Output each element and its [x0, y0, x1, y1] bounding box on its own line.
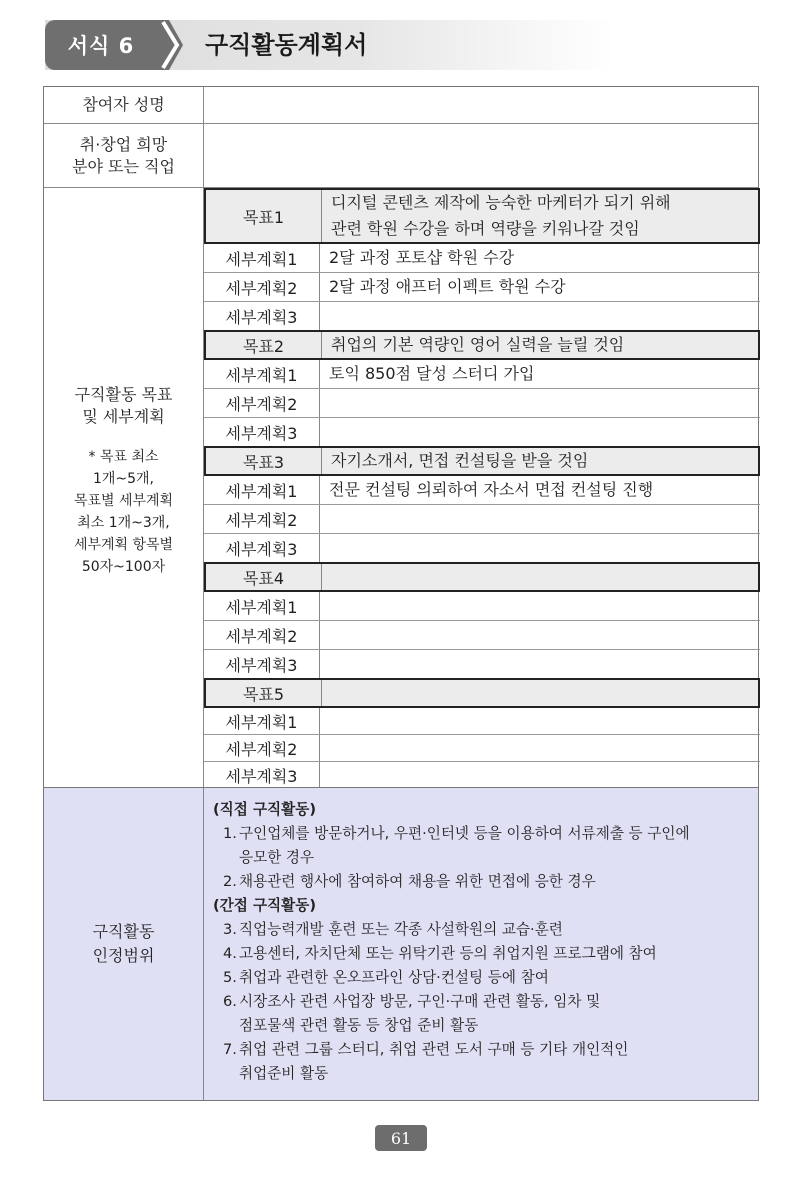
plan-row: [204, 505, 760, 534]
goal-label: 목표5: [206, 680, 322, 706]
plan-label: 세부계획2: [204, 735, 320, 761]
item-number: 3.: [223, 921, 237, 938]
page-number: 61: [375, 1125, 427, 1151]
plan-text[interactable]: [320, 650, 760, 678]
form-title: 구직활동계획서: [205, 31, 368, 59]
plan-row: [204, 302, 760, 330]
scope-item: [213, 870, 752, 894]
participant-name-label: 참여자 성명: [82, 95, 165, 114]
plan-row: [204, 360, 760, 389]
goals-grid: [204, 188, 760, 788]
form-number-badge: 서식 6: [45, 20, 157, 70]
plan-label: 세부계획2: [204, 621, 320, 649]
scope-label-line2: 인정범위: [92, 946, 155, 965]
plan-text[interactable]: [320, 389, 760, 417]
scope-item: [213, 942, 752, 966]
item-text: 직업능력개발 훈련 또는 각종 사설학원의 교습·훈련: [239, 921, 563, 938]
scope-item: [213, 822, 752, 846]
item-number: 6.: [223, 993, 237, 1010]
item-number: 1.: [223, 825, 237, 842]
plan-label: 세부계획3: [204, 418, 320, 446]
plan-label: 세부계획2: [204, 389, 320, 417]
plan-label: 세부계획3: [204, 650, 320, 678]
scope-label: [44, 788, 203, 1100]
plan-label: 세부계획3: [204, 762, 320, 788]
plan-note-line: * 목표 최소: [88, 449, 159, 465]
plan-label: 세부계획1: [204, 476, 320, 504]
form-header: [45, 20, 615, 70]
goal-label: 목표1: [206, 190, 322, 242]
scope-item: [213, 1038, 752, 1062]
plan-note-line: 목표별 세부계획: [73, 493, 174, 509]
plan-label: 세부계획2: [204, 273, 320, 301]
desired-field-label-line2: 분야 또는 직업: [72, 156, 175, 176]
desired-field-input[interactable]: [204, 124, 758, 187]
plan-row: [204, 476, 760, 505]
desired-field-label-line1: 취·창업 희망: [79, 134, 168, 154]
goal-label: 목표3: [206, 448, 322, 474]
plan-text[interactable]: [320, 762, 760, 788]
plan-label: 세부계획1: [204, 244, 320, 272]
item-number: 5.: [223, 969, 237, 986]
plan-row: [204, 762, 760, 788]
plan-text[interactable]: [320, 708, 760, 734]
goal-text[interactable]: 자기소개서, 면접 컨설팅을 받을 것임: [331, 451, 589, 470]
plan-label: 세부계획1: [204, 360, 320, 388]
plan-row: [204, 418, 760, 446]
plan-text[interactable]: [320, 418, 760, 446]
plan-text[interactable]: 전문 컨설팅 의뢰하여 자소서 면접 컨설팅 진행: [329, 480, 654, 499]
item-text: 응모한 경우: [239, 849, 315, 866]
item-text: 취업준비 활동: [239, 1065, 329, 1082]
plan-row: [204, 534, 760, 562]
plan-label: 세부계획3: [204, 534, 320, 562]
plan-note-line: 최소 1개~3개,: [77, 515, 170, 531]
item-text: 취업과 관련한 온오프라인 상담·컨설팅 등에 참여: [239, 969, 549, 986]
scope-item-cont: [213, 1014, 752, 1038]
plan-text[interactable]: [320, 621, 760, 649]
goal-text-line2: 관련 학원 수강을 하며 역량을 키워나갈 것임: [331, 219, 640, 238]
goal-row-5: [204, 678, 760, 708]
plan-label: 세부계획1: [204, 592, 320, 620]
recognition-scope-section: [44, 788, 758, 1100]
participant-name-field[interactable]: [204, 87, 758, 123]
goal-text[interactable]: [322, 680, 758, 706]
plan-row: [204, 650, 760, 678]
scope-item-cont: [213, 1062, 752, 1086]
plan-label-line2: 및 세부계획: [82, 407, 165, 426]
plan-text[interactable]: [320, 505, 760, 533]
plan-row: [204, 735, 760, 762]
desired-field-label: [44, 124, 203, 187]
plan-label: 세부계획2: [204, 505, 320, 533]
plan-text[interactable]: [320, 592, 760, 620]
indirect-activity-heading: (간접 구직활동): [213, 897, 317, 914]
plan-row: [204, 389, 760, 418]
scope-item: [213, 990, 752, 1014]
item-number: 2.: [223, 873, 237, 890]
plan-note-line: 50자~100자: [81, 559, 166, 575]
plan-text[interactable]: 2달 과정 애프터 이펙트 학원 수강: [329, 277, 566, 296]
goal-text[interactable]: [322, 564, 758, 590]
item-text: 고용센터, 자치단체 또는 위탁기관 등의 취업지원 프로그램에 참여: [239, 945, 657, 962]
plan-note-line: 1개~5개,: [92, 471, 155, 487]
plan-text[interactable]: [320, 534, 760, 562]
job-search-plan-table: [43, 86, 759, 1101]
item-text: 구인업체를 방문하거나, 우편·인터넷 등을 이용하여 서류제출 등 구인에: [239, 825, 690, 842]
item-text: 시장조사 관련 사업장 방문, 구인·구매 관련 활동, 임차 및: [239, 993, 601, 1010]
plan-section-label: [44, 188, 203, 788]
plan-text[interactable]: 토익 850점 달성 스터디 가입: [329, 364, 535, 383]
plan-note-line: 세부계획 항목별: [73, 537, 174, 553]
scope-item: [213, 966, 752, 990]
goal-text[interactable]: [322, 190, 758, 242]
plan-row: [204, 621, 760, 650]
item-text: 취업 관련 그룹 스터디, 취업 관련 도서 구매 등 기타 개인적인: [239, 1041, 629, 1058]
plan-text[interactable]: [320, 735, 760, 761]
chevron-right-icon: [157, 20, 199, 70]
scope-item: [213, 918, 752, 942]
plan-row: [204, 244, 760, 273]
plan-label: 세부계획3: [204, 302, 320, 330]
plan-label-line1: 구직활동 목표: [74, 385, 173, 404]
item-number: 7.: [223, 1041, 237, 1058]
item-text: 점포물색 관련 활동 등 창업 준비 활동: [239, 1017, 479, 1034]
goal-row-2: [204, 330, 760, 360]
plan-text[interactable]: [320, 302, 760, 330]
goal-row-3: [204, 446, 760, 476]
column-divider: [203, 788, 204, 1100]
goal-label: 목표2: [206, 332, 322, 358]
direct-activity-heading: (직접 구직활동): [213, 801, 317, 818]
goal-row-1: [204, 188, 760, 244]
plan-row: [204, 592, 760, 621]
item-number: 4.: [223, 945, 237, 962]
plan-label: 세부계획1: [204, 708, 320, 734]
item-text: 채용관련 행사에 참여하여 채용을 위한 면접에 응한 경우: [239, 873, 596, 890]
scope-item-cont: [213, 846, 752, 870]
goal-row-4: [204, 562, 760, 592]
scope-body: [205, 788, 758, 1100]
goal-label: 목표4: [206, 564, 322, 590]
plan-row: [204, 273, 760, 302]
plan-text[interactable]: 2달 과정 포토샵 학원 수강: [329, 248, 515, 267]
plan-row: [204, 708, 760, 735]
goal-text[interactable]: 취업의 기본 역량인 영어 실력을 늘릴 것임: [331, 335, 625, 354]
goal-text-line1: 디지털 콘텐츠 제작에 능숙한 마케터가 되기 위해: [331, 193, 671, 212]
scope-label-line1: 구직활동: [92, 922, 155, 941]
